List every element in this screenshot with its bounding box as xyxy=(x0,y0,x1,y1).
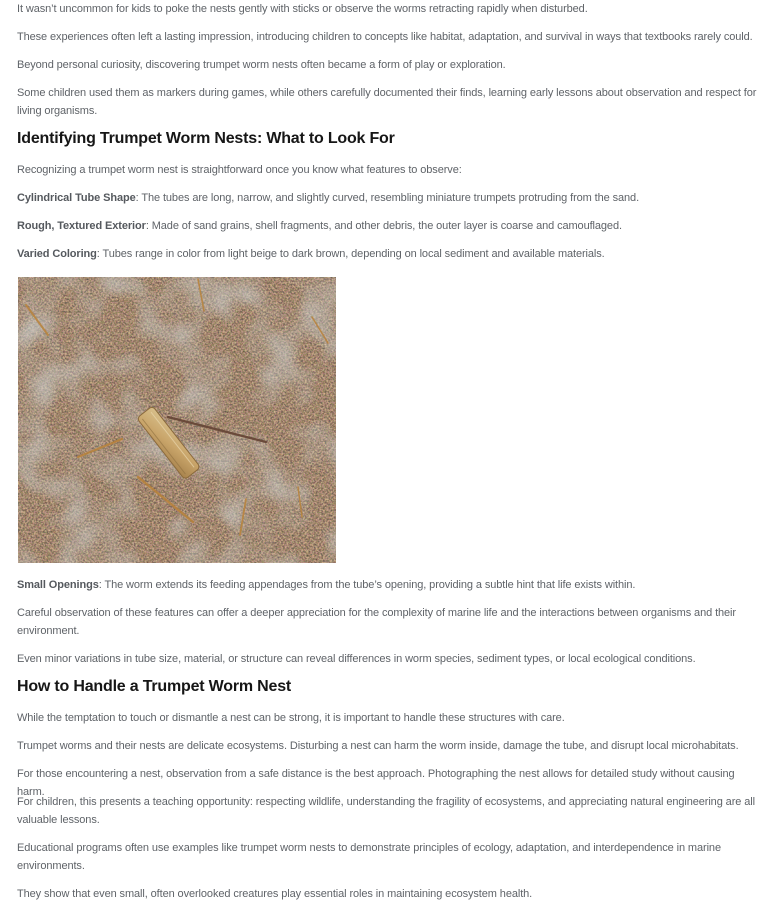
paragraph: For those encountering a nest, observation from a safe distance is the best approach. Photographing the nest allows for detailed study without causing harm. xyxy=(17,768,735,798)
feature-item xyxy=(17,217,757,235)
section-heading-handle: How to Handle a Trumpet Worm Nest xyxy=(17,678,292,695)
paragraph: Careful observation of these features can offer a deeper appreciation for the complexity of marine life and the interactions between organisms and their environment. xyxy=(17,607,736,637)
feature-term: Rough, Textured Exterior xyxy=(17,220,146,232)
paragraph: They show that even small, often overlooked creatures play essential roles in maintaining ecosystem health. xyxy=(17,888,533,900)
paragraph: While the temptation to touch or dismantle a nest can be strong, it is important to handle these structures with care. xyxy=(17,712,565,724)
feature-item xyxy=(17,245,757,263)
feature-item xyxy=(17,576,757,594)
trumpet-worm-nest-photo xyxy=(18,277,336,563)
paragraph: For children, this presents a teaching opportunity: respecting wildlife, understanding the fragility of ecosystems, and appreciating natural engineering are all valuable lessons. xyxy=(17,796,755,826)
feature-description: : Tubes range in color from light beige to dark brown, depending on local sediment and available materials. xyxy=(96,248,605,260)
feature-term: Cylindrical Tube Shape xyxy=(17,192,136,204)
paragraph: These experiences often left a lasting impression, introducing children to concepts like habitat, adaptation, and survival in ways that textbooks rarely could. xyxy=(17,31,753,43)
feature-description: : The tubes are long, narrow, and slightly curved, resembling miniature trumpets protruding from the sand. xyxy=(135,192,640,204)
feature-item xyxy=(17,189,757,207)
paragraph: Trumpet worms and their nests are delicate ecosystems. Disturbing a nest can harm the worm inside, damage the tube, and disrupt local microhabitats. xyxy=(17,740,739,752)
feature-description: : Made of sand grains, shell fragments, and other debris, the outer layer is coarse and camouflaged. xyxy=(145,220,622,232)
feature-term: Small Openings xyxy=(17,579,99,591)
paragraph: Some children used them as markers during games, while others carefully documented their finds, learning early lessons about observation and respect for living organisms. xyxy=(17,87,757,117)
feature-description: : The worm extends its feeding appendages from the tube’s opening, providing a subtle hint that life exists within. xyxy=(98,579,636,591)
paragraph: Beyond personal curiosity, discovering trumpet worm nests often became a form of play or exploration. xyxy=(17,59,506,71)
paragraph: Educational programs often use examples like trumpet worm nests to demonstrate principles of ecology, adaptation, and interdependence in marine environments. xyxy=(17,842,721,872)
section-heading-identify: Identifying Trumpet Worm Nests: What to Look For xyxy=(17,130,395,147)
paragraph: Recognizing a trumpet worm nest is straightforward once you know what features to observe: xyxy=(17,164,462,176)
paragraph: It wasn’t uncommon for kids to poke the nests gently with sticks or observe the worms retracting rapidly when disturbed. xyxy=(17,3,588,15)
paragraph: Even minor variations in tube size, material, or structure can reveal differences in worm species, sediment types, or local ecological conditions. xyxy=(17,653,696,665)
feature-term: Varied Coloring xyxy=(17,248,97,260)
